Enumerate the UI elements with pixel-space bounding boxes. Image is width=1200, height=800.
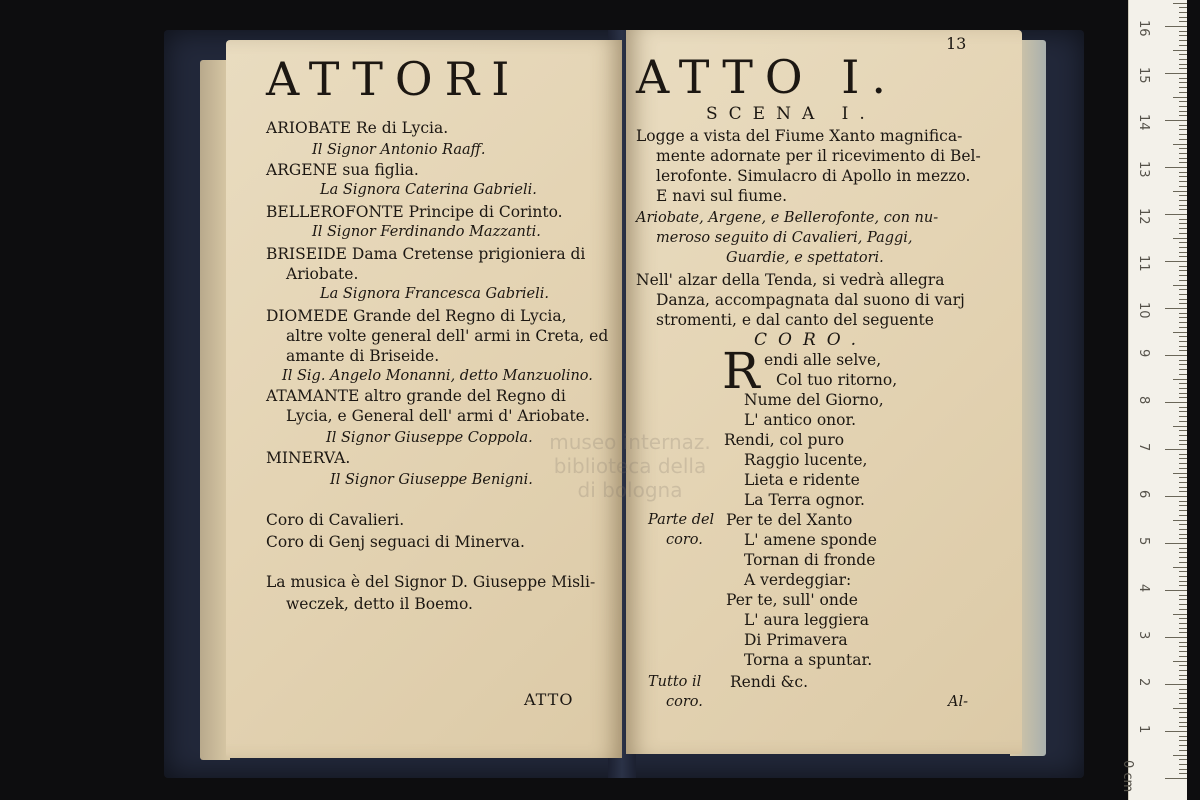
stage-direction: Danza, accompagnata dal suono di varj	[656, 291, 965, 309]
ruler-tick	[1179, 209, 1187, 210]
ruler-tick	[1179, 247, 1187, 248]
watermark-line: biblioteca della	[553, 454, 707, 478]
cast-line: ARIOBATE Re di Lycia.	[266, 119, 449, 137]
scene-heading: SCENA I.	[706, 104, 876, 124]
scale-ruler	[1120, 0, 1187, 800]
ruler-tick	[1179, 303, 1187, 304]
cast-line: BRISEIDE Dama Cretense prigioniera di	[266, 245, 586, 263]
ruler-tick	[1179, 294, 1187, 295]
ruler-tick	[1179, 416, 1187, 417]
ruler-tick	[1179, 397, 1187, 398]
ruler-number: 16	[1136, 20, 1151, 37]
ruler-tick	[1179, 350, 1187, 351]
ruler-tick	[1179, 463, 1187, 464]
verse-line: Col tuo ritorno,	[776, 371, 898, 389]
ruler-tick	[1179, 115, 1187, 116]
ruler-tick	[1179, 759, 1187, 760]
ruler-tick	[1179, 299, 1187, 300]
ruler-tick	[1165, 637, 1187, 638]
ruler-tick	[1179, 111, 1187, 112]
ruler-tick	[1179, 313, 1187, 314]
ruler-tick	[1179, 68, 1187, 69]
ruler-tick	[1179, 599, 1187, 600]
ruler-number: 14	[1136, 114, 1151, 131]
tutto-label: Tutto il	[648, 674, 702, 690]
ruler-tick	[1179, 369, 1187, 370]
ruler-tick	[1179, 176, 1187, 177]
ruler-tick	[1179, 327, 1187, 328]
verse-line: Torna a spuntar.	[744, 651, 873, 669]
verse-line: Nume del Giorno,	[744, 391, 884, 409]
parte-label: coro.	[666, 532, 703, 548]
ruler-tick	[1179, 172, 1187, 173]
verse-line: Rendi, col puro	[724, 431, 845, 449]
ruler-tick	[1179, 158, 1187, 159]
ruler-tick	[1179, 534, 1187, 535]
ruler-tick	[1179, 435, 1187, 436]
ruler-tick	[1179, 17, 1187, 18]
ruler-tick	[1179, 106, 1187, 107]
ruler-tick	[1179, 712, 1187, 713]
ruler-tick	[1179, 35, 1187, 36]
ruler-tick	[1179, 576, 1187, 577]
ruler-number: 10	[1136, 302, 1151, 319]
ruler-tick	[1179, 651, 1187, 652]
ruler-tick	[1179, 12, 1187, 13]
cast-line: DIOMEDE Grande del Regno di Lycia,	[266, 307, 567, 325]
ruler-tick	[1179, 529, 1187, 530]
ruler-tick	[1179, 505, 1187, 506]
cast-line: Lycia, e General dell' armi d' Ariobate.	[286, 407, 590, 425]
ruler-tick	[1179, 491, 1187, 492]
cast-line: Il Signor Giuseppe Benigni.	[330, 472, 533, 488]
ruler-tick	[1179, 679, 1187, 680]
ruler-tick	[1179, 360, 1187, 361]
ruler-tick	[1179, 604, 1187, 605]
ruler-tick	[1179, 557, 1187, 558]
ruler-tick	[1165, 449, 1187, 450]
ruler-tick	[1179, 195, 1187, 196]
ruler-tick	[1173, 97, 1187, 98]
parte-label: Parte del	[648, 512, 715, 528]
ruler-tick	[1179, 125, 1187, 126]
stage-direction: Nell' alzar della Tenda, si vedrà allegra	[636, 271, 945, 289]
ruler-tick	[1165, 402, 1187, 403]
music-credit: weczek, detto il Boemo.	[286, 595, 473, 613]
ruler-tick	[1179, 482, 1187, 483]
ruler-tick	[1173, 238, 1187, 239]
cast-line: ATAMANTE altro grande del Regno di	[266, 387, 566, 405]
ruler-tick	[1179, 524, 1187, 525]
ruler-tick	[1179, 162, 1187, 163]
ruler-tick	[1179, 256, 1187, 257]
ruler-tick	[1179, 750, 1187, 751]
ruler-tick	[1173, 755, 1187, 756]
ruler-tick	[1179, 45, 1187, 46]
ruler-tick	[1179, 336, 1187, 337]
ruler-tick	[1179, 628, 1187, 629]
cast-line: La Signora Francesca Gabrieli.	[320, 286, 550, 302]
cast-line: Il Signor Giuseppe Coppola.	[326, 430, 533, 446]
ruler-tick	[1179, 252, 1187, 253]
ruler-tick	[1179, 698, 1187, 699]
ruler-tick	[1179, 21, 1187, 22]
stage-direction: mente adornate per il ricevimento di Bel-	[656, 147, 981, 165]
ruler-tick	[1179, 773, 1187, 774]
left-page-title: ATTORI	[266, 52, 522, 106]
ruler-tick	[1165, 261, 1187, 262]
ruler-tick	[1165, 778, 1187, 779]
ruler-tick	[1179, 454, 1187, 455]
ruler-unit-label: 0 cm	[1120, 760, 1135, 793]
verse-line: Tornan di fronde	[744, 551, 876, 569]
ruler-number: 9	[1136, 349, 1151, 358]
ruler-tick	[1179, 501, 1187, 502]
ruler-tick	[1179, 383, 1187, 384]
ruler-tick	[1179, 581, 1187, 582]
ruler-number: 6	[1136, 490, 1151, 499]
ruler-tick	[1179, 223, 1187, 224]
stage-direction: E navi sul fiume.	[656, 187, 788, 205]
ruler-tick	[1179, 275, 1187, 276]
ruler-tick	[1173, 661, 1187, 662]
ruler-tick	[1165, 496, 1187, 497]
cast-line: Ariobate.	[286, 265, 359, 283]
ruler-number: 3	[1136, 631, 1151, 640]
cast-line: Coro di Genj seguaci di Minerva.	[266, 533, 525, 551]
ruler-tick	[1179, 769, 1187, 770]
ruler-tick	[1173, 567, 1187, 568]
ruler-tick	[1179, 139, 1187, 140]
ruler-tick	[1179, 388, 1187, 389]
ruler-tick	[1165, 308, 1187, 309]
ruler-tick	[1173, 285, 1187, 286]
ruler-tick	[1179, 266, 1187, 267]
coro-heading: CORO.	[754, 330, 868, 350]
ruler-tick	[1179, 487, 1187, 488]
ruler-tick	[1179, 444, 1187, 445]
ruler-tick	[1179, 538, 1187, 539]
verse-line: Per te, sull' onde	[726, 591, 858, 609]
ruler-tick	[1179, 407, 1187, 408]
ruler-tick	[1179, 689, 1187, 690]
ruler-tick	[1179, 726, 1187, 727]
ruler-tick	[1179, 675, 1187, 676]
ruler-tick	[1179, 421, 1187, 422]
ruler-number: 1	[1136, 725, 1151, 734]
ruler-tick	[1165, 73, 1187, 74]
verse-line: Lieta e ridente	[744, 471, 860, 489]
ruler-number: 5	[1136, 537, 1151, 546]
ruler-tick	[1179, 740, 1187, 741]
verse-line: La Terra ognor.	[744, 491, 865, 509]
verse-line: endi alle selve,	[764, 351, 882, 369]
verse-line: Per te del Xanto	[726, 511, 853, 529]
ruler-tick	[1179, 341, 1187, 342]
ruler-tick	[1179, 153, 1187, 154]
ruler-tick	[1179, 322, 1187, 323]
ruler-number: 12	[1136, 208, 1151, 225]
ruler-tick	[1179, 181, 1187, 182]
ruler-tick	[1179, 411, 1187, 412]
ruler-tick	[1179, 228, 1187, 229]
ruler-tick	[1179, 703, 1187, 704]
ruler-tick	[1179, 59, 1187, 60]
ruler-number: 11	[1136, 255, 1151, 272]
ruler-tick	[1179, 289, 1187, 290]
act-title: ATTO I.	[636, 50, 899, 104]
cast-line: La Signora Caterina Gabrieli.	[320, 182, 537, 198]
ruler-tick	[1179, 87, 1187, 88]
catchword: Al-	[948, 694, 969, 710]
watermark-line: di bologna	[577, 478, 683, 502]
stage-direction: lerofonte. Simulacro di Apollo in mezzo.	[656, 167, 971, 185]
cast-line: Il Signor Antonio Raaff.	[312, 142, 486, 158]
ruler-tick	[1165, 543, 1187, 544]
ruler-tick	[1173, 520, 1187, 521]
ruler-tick	[1179, 31, 1187, 32]
ruler-tick	[1179, 646, 1187, 647]
ruler-tick	[1179, 515, 1187, 516]
ruler-tick	[1179, 374, 1187, 375]
verse-line: L' amene sponde	[744, 531, 877, 549]
right-page	[626, 30, 1022, 754]
ruler-tick	[1179, 468, 1187, 469]
ruler-tick	[1179, 585, 1187, 586]
ruler-tick	[1179, 129, 1187, 130]
ruler-tick	[1179, 562, 1187, 563]
ruler-tick	[1179, 134, 1187, 135]
ruler-number: 2	[1136, 678, 1151, 687]
ruler-number: 4	[1136, 584, 1151, 593]
ruler-tick	[1179, 764, 1187, 765]
ruler-tick	[1173, 614, 1187, 615]
ruler-tick	[1165, 214, 1187, 215]
verse-line: L' aura leggiera	[744, 611, 870, 629]
ruler-tick	[1179, 609, 1187, 610]
tutto-label: coro.	[666, 694, 703, 710]
verse-line: L' antico onor.	[744, 411, 857, 429]
characters-line: meroso seguito di Cavalieri, Paggi,	[656, 230, 913, 246]
ruler-tick	[1179, 665, 1187, 666]
ruler-tick	[1179, 745, 1187, 746]
ruler-tick	[1179, 317, 1187, 318]
ruler-tick	[1179, 200, 1187, 201]
ruler-tick	[1179, 736, 1187, 737]
ruler-tick	[1179, 430, 1187, 431]
ruler-tick	[1165, 684, 1187, 685]
ruler-tick	[1179, 623, 1187, 624]
ruler-tick	[1173, 144, 1187, 145]
watermark-line: museo internaz.	[549, 430, 711, 454]
ruler-tick	[1179, 54, 1187, 55]
cast-line: ARGENE sua figlia.	[266, 161, 419, 179]
ruler-number: 8	[1136, 396, 1151, 405]
ruler-tick	[1179, 510, 1187, 511]
ruler-tick	[1179, 64, 1187, 65]
drop-cap: R	[722, 342, 760, 400]
ruler-tick	[1179, 219, 1187, 220]
ruler-tick	[1179, 548, 1187, 549]
ruler-number: 7	[1136, 443, 1151, 452]
stage-direction: stromenti, e dal canto del seguente	[656, 311, 934, 329]
ruler-tick	[1179, 458, 1187, 459]
ruler-tick	[1179, 595, 1187, 596]
characters-line: Guardie, e spettatori.	[726, 250, 884, 266]
verse-line: Raggio lucente,	[744, 451, 868, 469]
ruler-tick	[1179, 205, 1187, 206]
left-page	[226, 40, 622, 758]
ruler-tick	[1179, 92, 1187, 93]
ruler-tick	[1179, 477, 1187, 478]
ruler-tick	[1165, 167, 1187, 168]
ruler-tick	[1179, 693, 1187, 694]
ruler-tick	[1179, 440, 1187, 441]
ruler-tick	[1165, 26, 1187, 27]
ruler-tick	[1179, 364, 1187, 365]
ruler-tick	[1179, 242, 1187, 243]
cast-line: Il Signor Ferdinando Mazzanti.	[312, 224, 541, 240]
ruler-number: 13	[1136, 161, 1151, 178]
verse-line: Rendi &c.	[730, 673, 809, 691]
catchword: ATTO	[524, 690, 574, 709]
ruler-tick	[1173, 473, 1187, 474]
ruler-tick	[1173, 3, 1187, 4]
ruler-tick	[1179, 101, 1187, 102]
ruler-tick	[1165, 731, 1187, 732]
ruler-tick	[1179, 148, 1187, 149]
verse-line: A verdeggiar:	[744, 571, 852, 589]
ruler-tick	[1165, 355, 1187, 356]
ruler-tick	[1173, 708, 1187, 709]
ruler-number: 15	[1136, 67, 1151, 84]
cast-line: MINERVA.	[266, 449, 351, 467]
characters-line: Ariobate, Argene, e Bellerofonte, con nu-	[636, 210, 939, 226]
ruler-tick	[1165, 120, 1187, 121]
music-credit: La musica è del Signor D. Giuseppe Misli-	[266, 573, 596, 591]
cast-line: Coro di Cavalieri.	[266, 511, 405, 529]
ruler-tick	[1179, 82, 1187, 83]
ruler-tick	[1179, 393, 1187, 394]
ruler-tick	[1179, 40, 1187, 41]
ruler-tick	[1179, 670, 1187, 671]
ruler-tick	[1179, 233, 1187, 234]
verse-line: Di Primavera	[744, 631, 848, 649]
library-watermark	[500, 430, 760, 502]
ruler-tick	[1173, 426, 1187, 427]
stage-direction: Logge a vista del Fiume Xanto magnifica-	[636, 127, 963, 145]
ruler-tick	[1179, 656, 1187, 657]
ruler-tick	[1165, 590, 1187, 591]
ruler-tick	[1179, 270, 1187, 271]
ruler-tick	[1179, 186, 1187, 187]
ruler-tick	[1179, 642, 1187, 643]
ruler-tick	[1179, 717, 1187, 718]
ruler-tick	[1179, 618, 1187, 619]
ruler-tick	[1179, 78, 1187, 79]
ruler-tick	[1179, 722, 1187, 723]
ruler-tick	[1179, 7, 1187, 8]
cast-line: amante di Briseide.	[286, 347, 440, 365]
ruler-tick	[1179, 571, 1187, 572]
cast-line: altre volte general dell' armi in Creta, ed	[286, 327, 609, 345]
ruler-tick	[1173, 191, 1187, 192]
ruler-tick	[1179, 632, 1187, 633]
ruler-tick	[1179, 280, 1187, 281]
ruler-tick	[1173, 379, 1187, 380]
ruler-tick	[1173, 50, 1187, 51]
ruler-tick	[1173, 332, 1187, 333]
ruler-tick	[1179, 552, 1187, 553]
cast-line: Il Sig. Angelo Monanni, detto Manzuolino.	[282, 368, 593, 384]
ruler-tick	[1179, 346, 1187, 347]
cast-line: BELLEROFONTE Principe di Corinto.	[266, 203, 563, 221]
page-number: 13	[946, 34, 967, 53]
